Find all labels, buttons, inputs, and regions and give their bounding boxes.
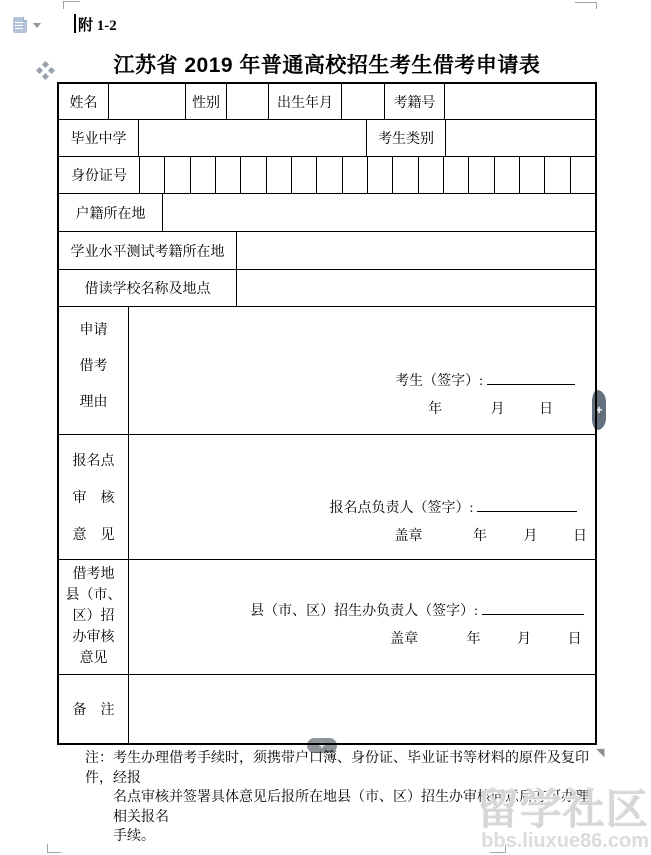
seal-label: 盖章 (394, 529, 423, 544)
id-digit-cell[interactable] (443, 157, 468, 193)
name-label: 姓名 (59, 84, 109, 119)
year-label: 年 (466, 632, 481, 647)
registration-point-signature-block (330, 497, 588, 545)
id-number-digit-cells (140, 157, 595, 193)
table-row (59, 435, 595, 560)
registration-point-signature-label: 报名点负责人（签字）: (329, 501, 474, 516)
candidate-category-field[interactable] (446, 120, 595, 156)
table-move-handle-icon[interactable] (37, 62, 54, 79)
id-digit-cell[interactable] (468, 157, 493, 193)
attachment-label: 附 1-2 (78, 18, 117, 34)
table-row (59, 84, 595, 120)
remarks-field[interactable] (129, 675, 595, 743)
name-field[interactable] (109, 84, 186, 119)
footnote-line: 名点审核并签署具体意见后报所在地县（市、区）招生办审核同意后方可办理相关报名 (113, 790, 589, 825)
signature-line[interactable] (487, 372, 575, 385)
month-label: 月 (523, 529, 538, 544)
seal-label: 盖章 (390, 632, 419, 647)
form-title: 江苏省 2019 年普通高校招生考生借考申请表 (113, 54, 541, 77)
table-row (59, 675, 595, 743)
id-digit-cell[interactable] (392, 157, 417, 193)
candidate-category-label: 考生类别 (367, 120, 446, 156)
text-boundary-mark-top-left (63, 1, 80, 9)
borrow-school-label: 借读学校名称及地点 (59, 270, 237, 306)
graduate-school-label: 毕业中学 (59, 120, 139, 156)
id-digit-cell[interactable] (316, 157, 341, 193)
county-signature-label: 县（市、区）招生办负责人（签字）: (250, 604, 478, 619)
day-label: 日 (539, 402, 554, 417)
registration-point-review-label: 报名点 审 核 意 见 (59, 435, 129, 559)
county-signature-block (250, 600, 584, 648)
id-digit-cell[interactable] (190, 157, 215, 193)
id-digit-cell[interactable] (418, 157, 443, 193)
id-digit-cell[interactable] (342, 157, 367, 193)
id-number-label: 身份证号 (59, 157, 140, 193)
footnote-line: 注：考生办理借考手续时，须携带户口簿、身份证、毕业证书等材料的原件及复印件，经报 (85, 751, 589, 786)
table-row (59, 560, 595, 675)
watermark-logo-text: 留学社区 (476, 786, 649, 833)
household-location-label: 户籍所在地 (59, 194, 163, 231)
month-label: 月 (490, 402, 505, 417)
gender-label: 性别 (186, 84, 227, 119)
id-digit-cell[interactable] (544, 157, 569, 193)
table-row (59, 232, 595, 270)
county-review-field[interactable] (129, 560, 595, 674)
birth-date-label: 出生年月 (269, 84, 342, 119)
table-row (59, 270, 595, 307)
id-digit-cell[interactable] (494, 157, 519, 193)
household-location-field[interactable] (163, 194, 595, 231)
id-digit-cell[interactable] (266, 157, 291, 193)
table-row (59, 194, 595, 232)
dropdown-arrow-icon[interactable] (33, 23, 41, 28)
id-digit-cell[interactable] (240, 157, 265, 193)
table-resize-handle-icon[interactable]: ◥ (596, 746, 605, 759)
id-digit-cell[interactable] (570, 157, 595, 193)
table-row (59, 307, 595, 435)
table-row (59, 120, 595, 157)
month-label: 月 (517, 632, 532, 647)
exam-registration-no-label: 考籍号 (385, 84, 445, 119)
id-digit-cell[interactable] (215, 157, 240, 193)
text-cursor (74, 14, 76, 33)
gender-field[interactable] (227, 84, 269, 119)
candidate-signature-label: 考生（签字）: (395, 374, 483, 389)
id-digit-cell[interactable] (140, 157, 164, 193)
document-options-icon[interactable] (13, 17, 27, 33)
application-form-table (57, 82, 597, 745)
day-label: 日 (573, 529, 587, 544)
birth-date-field[interactable] (342, 84, 385, 119)
plus-icon: + (318, 739, 326, 752)
id-digit-cell[interactable] (291, 157, 316, 193)
text-boundary-mark-bottom-left (47, 844, 61, 853)
remarks-label: 备 注 (59, 675, 129, 743)
watermark-url: bbs.liuxue86.com (481, 830, 649, 852)
application-reason-field[interactable] (129, 307, 595, 434)
signature-line[interactable] (482, 602, 584, 615)
id-digit-cell[interactable] (367, 157, 392, 193)
candidate-signature-block (395, 370, 575, 418)
footnote-line: 手续。 (113, 829, 155, 844)
plus-icon: + (595, 403, 603, 417)
academic-test-location-label: 学业水平测试考籍所在地 (59, 232, 237, 269)
application-reason-label: 申请 借考 理由 (59, 307, 129, 434)
text-boundary-mark-top-right (575, 2, 597, 9)
footnote (85, 749, 597, 847)
county-review-label: 借考地 县（市、 区）招 办审核 意见 (59, 560, 129, 674)
id-digit-cell[interactable] (164, 157, 189, 193)
page-fold-icon (23, 17, 27, 21)
year-label: 年 (473, 529, 487, 544)
registration-point-review-field[interactable] (129, 435, 595, 559)
table-row (59, 157, 595, 194)
exam-registration-no-field[interactable] (445, 84, 595, 119)
id-digit-cell[interactable] (519, 157, 544, 193)
year-label: 年 (428, 402, 443, 417)
borrow-school-field[interactable] (237, 270, 595, 306)
academic-test-location-field[interactable] (237, 232, 595, 269)
graduate-school-field[interactable] (139, 120, 367, 156)
signature-line[interactable] (477, 499, 577, 512)
day-label: 日 (567, 632, 582, 647)
